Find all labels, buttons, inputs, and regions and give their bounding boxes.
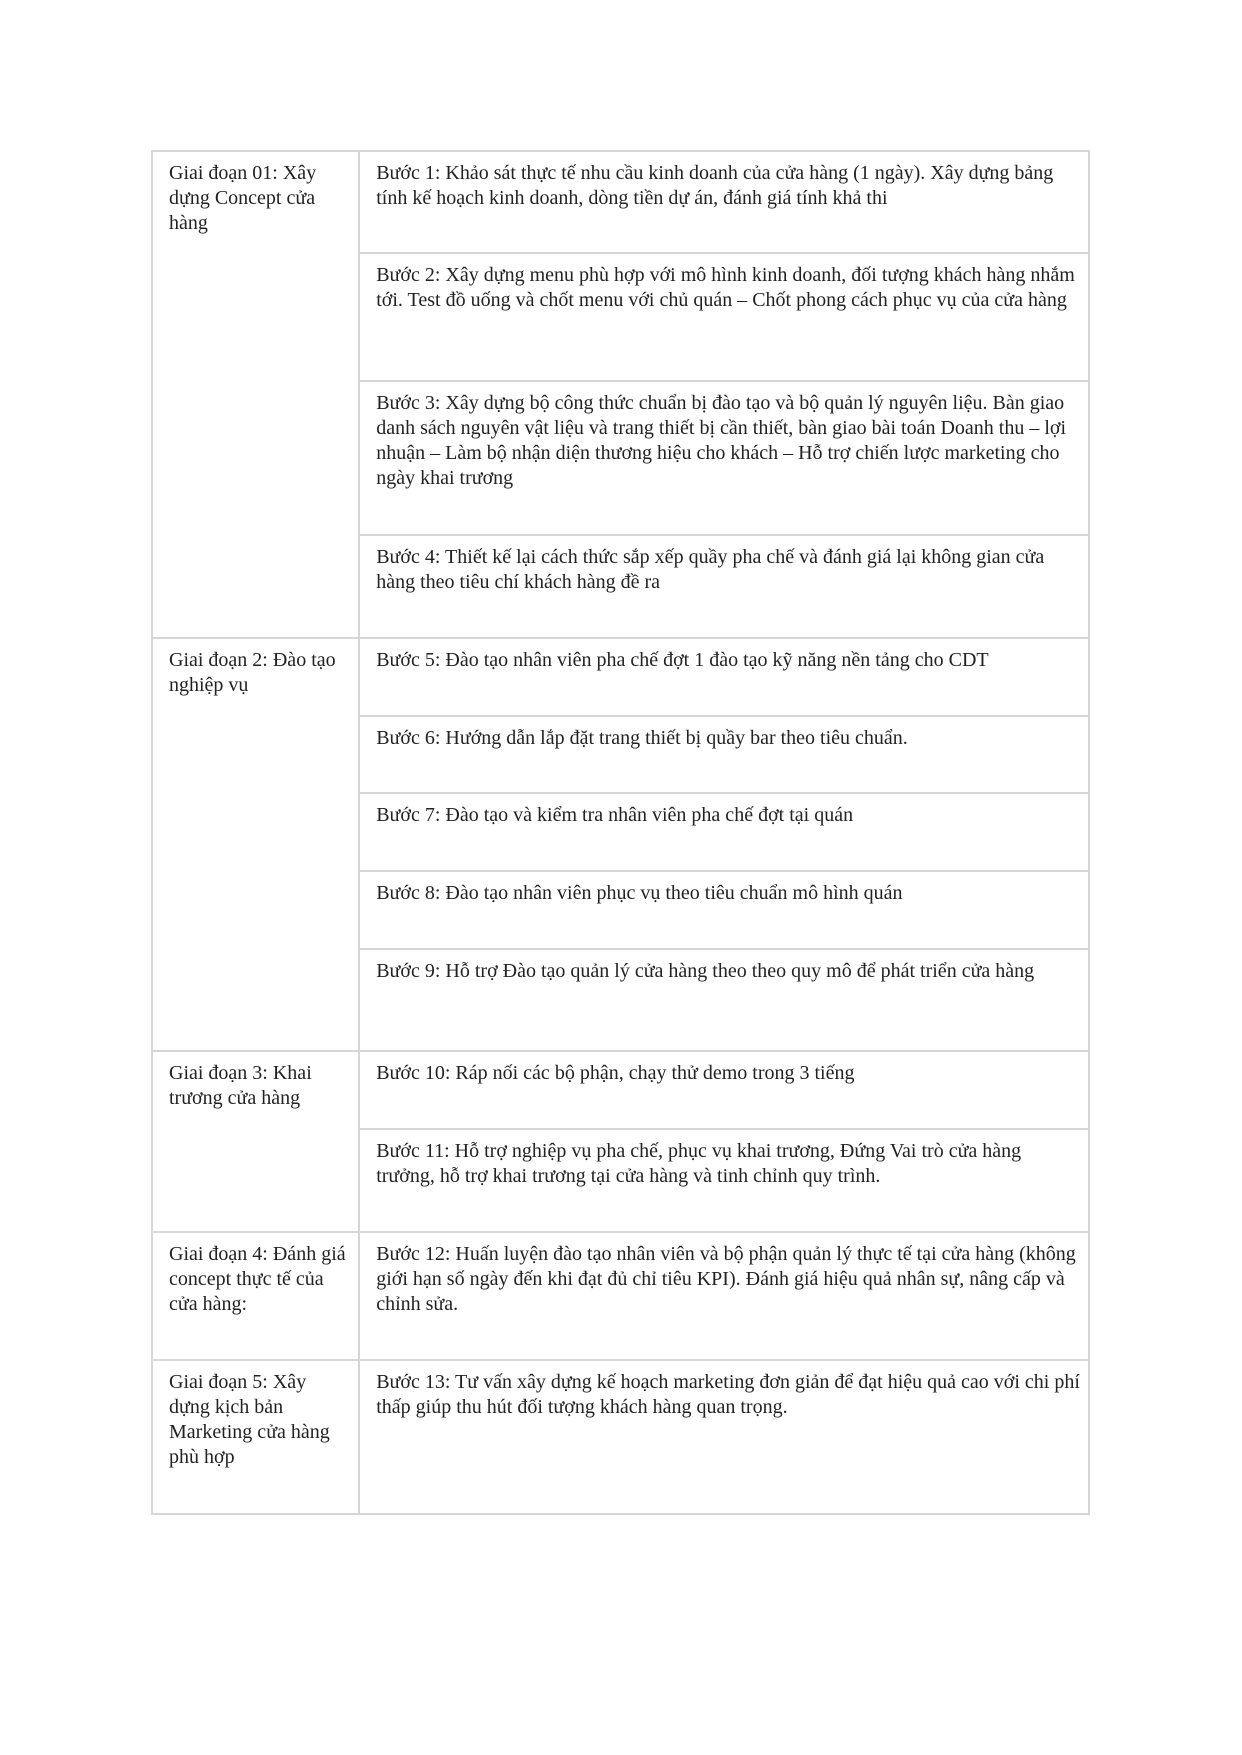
phase-label-cell: Giai đoạn 5: Xây dựng kịch bản Marketing cửa hàng phù hợp	[152, 1360, 359, 1514]
table-row	[152, 1051, 1089, 1129]
table-row	[152, 151, 1089, 253]
phase-label-cell: Giai đoạn 3: Khai trương cửa hàng	[152, 1051, 359, 1232]
step-cell: Bước 1: Khảo sát thực tế nhu cầu kinh doanh của cửa hàng (1 ngày). Xây dựng bảng tính kế hoạch kinh doanh, dòng tiền dự án, đánh giá tính khả thi	[359, 151, 1089, 253]
step-cell: Bước 13: Tư vấn xây dựng kế hoạch marketing đơn giản để đạt hiệu quả cao với chi phí thấp giúp thu hút đối tượng khách hàng quan trọng.	[359, 1360, 1089, 1514]
step-cell: Bước 11: Hỗ trợ nghiệp vụ pha chế, phục vụ khai trương, Đứng Vai trò cửa hàng trưởng, hỗ trợ khai trương tại cửa hàng và tinh chỉnh quy trình.	[359, 1129, 1089, 1232]
phase-label-cell: Giai đoạn 4: Đánh giá concept thực tế của cửa hàng:	[152, 1232, 359, 1360]
table-row	[152, 638, 1089, 716]
step-cell: Bước 4: Thiết kế lại cách thức sắp xếp quầy pha chế và đánh giá lại không gian cửa hàng theo tiêu chí khách hàng đề ra	[359, 535, 1089, 638]
step-cell: Bước 12: Huấn luyện đào tạo nhân viên và bộ phận quản lý thực tế tại cửa hàng (không giới hạn số ngày đến khi đạt đủ chỉ tiêu KPI). Đánh giá hiệu quả nhân sự, nâng cấp và chỉnh sửa.	[359, 1232, 1089, 1360]
step-cell: Bước 2: Xây dựng menu phù hợp với mô hình kinh doanh, đối tượng khách hàng nhắm tới. Test đồ uống và chốt menu với chủ quán – Chốt phong cách phục vụ của cửa hàng	[359, 253, 1089, 381]
step-cell: Bước 5: Đào tạo nhân viên pha chế đợt 1 đào tạo kỹ năng nền tảng cho CDT	[359, 638, 1089, 716]
phase-label-cell: Giai đoạn 2: Đào tạo nghiệp vụ	[152, 638, 359, 1051]
step-cell: Bước 7: Đào tạo và kiểm tra nhân viên pha chế đợt tại quán	[359, 793, 1089, 871]
table-row	[152, 1232, 1089, 1360]
step-cell: Bước 9: Hỗ trợ Đào tạo quản lý cửa hàng theo theo quy mô để phát triển cửa hàng	[359, 949, 1089, 1051]
step-cell: Bước 8: Đào tạo nhân viên phục vụ theo tiêu chuẩn mô hình quán	[359, 871, 1089, 949]
table-row	[152, 1360, 1089, 1514]
phase-label-cell: Giai đoạn 01: Xây dựng Concept cửa hàng	[152, 151, 359, 638]
step-cell: Bước 3: Xây dựng bộ công thức chuẩn bị đào tạo và bộ quản lý nguyên liệu. Bàn giao danh sách nguyên vật liệu và trang thiết bị cần thiết, bàn giao bài toán Doanh thu – lợi nhuận – Làm bộ nhận diện thương hiệu cho khách – Hỗ trợ chiến lược marketing cho ngày khai trương	[359, 381, 1089, 535]
service-plan-table	[151, 150, 1090, 1515]
step-cell: Bước 6: Hướng dẫn lắp đặt trang thiết bị quầy bar theo tiêu chuẩn.	[359, 716, 1089, 793]
step-cell: Bước 10: Ráp nối các bộ phận, chạy thử demo trong 3 tiếng	[359, 1051, 1089, 1129]
